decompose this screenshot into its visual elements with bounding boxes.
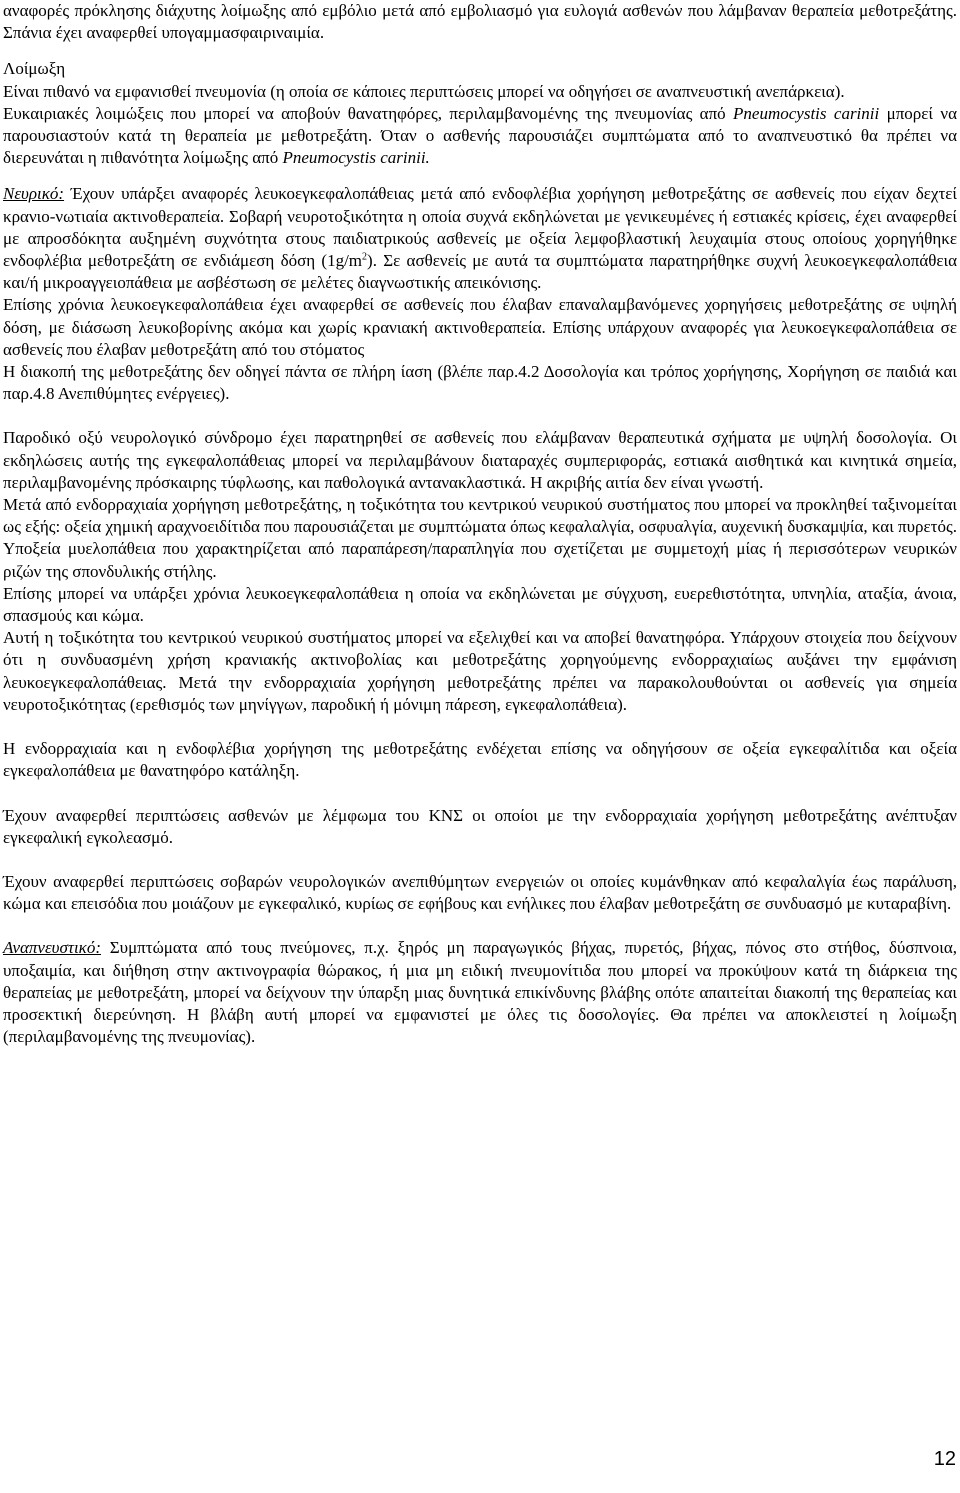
spacer [3,783,957,805]
spacer [3,44,957,58]
paragraph-neuro-8: Η ενδορραχιαία και η ενδοφλέβια χορήγηση της μεθοτρεξάτης ενδέχεται επίσης να οδηγήσουν σε οξεία εγκεφαλίτιδα και οξεία εγκεφαλοπάθεια με θανατηφόρο κατάληξη. [3,739,957,781]
spacer [3,716,957,738]
section-label-neuro: Νευρικό: [3,184,65,204]
section-heading-infection: Λοίμωξη [3,59,66,79]
italic-term: Pneumocystis carinii. [282,148,430,168]
spacer [3,405,957,427]
paragraph-neuro-4: Παροδικό οξύ νευρολογικό σύνδρομο έχει παρατηρηθεί σε ασθενείς που ελάμβαναν θεραπευτικά σχήματα με υψηλή δοσολογία. Οι εκδηλώσεις αυτής της εγκεφαλοπάθειας μπορεί να περιλαμβάνουν διαταραχές συμπεριφοράς, εστιακά αισθητικά και κινητικά σημεία, περιλαμβανομένης πρόσκαιρης τύφλωσης, και παθολογικά αντανακλαστικά. Η ακριβής αιτία δεν είναι γνωστή. [3,428,957,492]
text-run: ). Σε ασθενείς με αυτά τα συμπτώματα παρατηρήθηκε συχνή λευκοεγκεφαλοπάθεια και/ή μικροαγγειοπάθεια με ασβέστωση σε μελέτες διαγνωστικής απεικόνισης. [3,251,957,293]
superscript: 2 [362,251,368,263]
paragraph-neuro-2: Επίσης χρόνια λευκοεγκεφαλοπάθεια έχει αναφερθεί σε ασθενείς που έλαβαν επαναλαμβανόμενες χορηγήσεις μεθοτρεξάτης σε υψηλή δόση, με διάσωση λευκοβορίνης ακόμα και χωρίς κρανιακή ακτινοθεραπεία. Επίσης υπάρχουν αναφορές για λευκοεγκεφαλοπάθεια σε ασθενείς που έλαβαν μεθοτρεξάτη από του στόματος [3,295,957,359]
paragraph-neuro-3: Η διακοπή της μεθοτρεξάτης δεν οδηγεί πάντα σε πλήρη ίαση (βλέπε παρ.4.2 Δοσολογία και τρόπος χορήγησης, Χορήγηση σε παιδιά και παρ.4.8 Ανεπιθύμητες ενέργειες). [3,362,957,404]
paragraph-neuro-9: Έχουν αναφερθεί περιπτώσεις ασθενών με λέμφωμα του ΚΝΣ οι οποίοι με την ενδορραχιαία χορήγηση μεθοτρεξάτης ανέπτυξαν εγκεφαλική εγκολεασμό. [3,805,957,847]
page-number: 12 [933,1448,956,1470]
spacer [3,915,957,937]
section-label-respiratory: Αναπνευστικό: [3,938,101,958]
spacer [3,169,957,183]
spacer [3,849,957,871]
paragraph-infection-1: Είναι πιθανό να εμφανισθεί πνευμονία (η οποία σε κάποιες περιπτώσεις μπορεί να οδηγήσει σε αναπνευστική ανεπάρκεια). [3,81,845,101]
paragraph-neuro-5: Μετά από ενδορραχιαία χορήγηση μεθοτρεξάτης, η τοξικότητα του κεντρικού νευρικού συστήματος που μπορεί να προκληθεί ταξινομείται ως εξής: οξεία χημική αραχνοειδίτιδα που παρουσιάζεται με συμπτώματα όπως κεφαλαλγία, οσφυαλγία, αυχενική δυσκαμψία, και πυρετός. Υποξεία μυελοπάθεια που χαρακτηρίζεται από παραπάρεση/παραπληγία που σχετίζεται με συμμετοχή μίας ή περισσότερων νευρικών ριζών της σπονδυλικής στήλης. [3,495,957,581]
italic-term: Pneumocystis carinii [733,103,880,123]
paragraph-neuro-1 [3,183,957,294]
text-run: Έχουν υπάρξει αναφορές λευκοεγκεφαλοπάθειας μετά από ενδοφλέβια χορήγηση μεθοτρεξάτης σε ασθενείς που είχαν δεχτεί κρανιο-νωτιαία ακτινοθεραπεία. Σοβαρή νευροτοξικότητα η οποία συχνά εκδηλώνεται με γενικευμένες ή εστιακές κρίσεις, έχει αναφερθεί με απροσδόκητα αυξημένη συχνότητα στους παιδιατρικούς ασθενείς με οξεία λεμφοβλαστική λευχαιμία στους οποίους χορηγήθηκε ενδοφλέβια μεθοτρεξάτη σε ενδιάμεση δόση (1g/m [3,184,957,271]
text-run: μπορεί να παρουσιαστούν κατά τη θεραπεία με μεθοτρεξάτη. Όταν ο ασθενής παρουσιάζει συμπτώματα από το αναπνευστικό θα πρέπει να διερευνάται η πιθανότητα λοίμωξης από [3,103,957,168]
paragraph-neuro-6: Επίσης μπορεί να υπάρξει χρόνια λευκοεγκεφαλοπάθεια η οποία να εκδηλώνεται με σύγχυση, ευερεθιστότητα, υπνηλία, αταξία, άνοια, σπασμούς και κώμα. [3,583,957,626]
text-run: Ευκαιριακές λοιμώξεις που μπορεί να αποβούν θανατηφόρες, περιλαμβανομένης της πνευμονίας από [3,103,734,123]
paragraph-infection-2 [3,103,957,170]
paragraph-neuro-10: Έχουν αναφερθεί περιπτώσεις σοβαρών νευρολογικών ανεπιθύμητων ενεργειών οι οποίες κυμάνθηκαν από κεφαλαλγία έως παράλυση, κώμα και επεισόδια που μοιάζουν με εγκεφαλικό, κυρίως σε εφήβους και ενήλικες που έλαβαν μεθοτρεξάτη σε συνδυασμό με κυταραβίνη. [3,871,957,914]
paragraph-respiratory [3,937,957,1048]
document-page [3,0,957,1048]
text-run: Συμπτώματα από τους πνεύμονες, π.χ. ξηρός μη παραγωγικός βήχας, πυρετός, βήχας, πόνος στο στήθος, δύσπνοια, υποξαιμία, και διήθηση στην ακτινογραφία θώρακος, ή μια μη ειδική πνευμονίτιδα που μπορεί να προκύψουν κατά τη διάρκεια της θεραπείας με μεθοτρεξάτη, μπορεί να δείχνουν την ύπαρξη μιας δυνητικά επικίνδυνης βλάβης οπότε απαιτείται διακοπή της θεραπείας και προσεκτική διερεύνηση. Η βλάβη αυτή μπορεί να εμφανιστεί με όλες τις δοσολογίες. Θα πρέπει να αποκλειστεί η λοίμωξη (περιλαμβανομένης της πνευμονίας). [3,938,957,1047]
paragraph-intro: αναφορές πρόκλησης διάχυτης λοίμωξης από εμβόλιο μετά από εμβολιασμό για ευλογιά ασθενών που λάμβαναν θεραπεία μεθοτρεξάτης. Σπάνια έχει αναφερθεί υπογαμμασφαιριναιμία. [3,1,957,43]
paragraph-neuro-7: Αυτή η τοξικότητα του κεντρικού νευρικού συστήματος μπορεί να εξελιχθεί και να αποβεί θανατηφόρα. Υπάρχουν στοιχεία που δείχνουν ότι η συνδυασμένη χρήση κρανιακής ακτινοβολίας και μεθοτρεξάτης χορηγούμενης ενδορραχιαίως αυξάνει την εμφάνιση λευκοεγκεφαλοπάθειας. Μετά την ενδορραχιαία χορήγηση μεθοτρεξάτης πρέπει να παρακολουθούνται οι ασθενείς για σημεία νευροτοξικότητας (ερεθισμός των μηνίγγων, παροδική ή μόνιμη πάρεση, εγκεφαλοπάθεια). [3,628,957,714]
